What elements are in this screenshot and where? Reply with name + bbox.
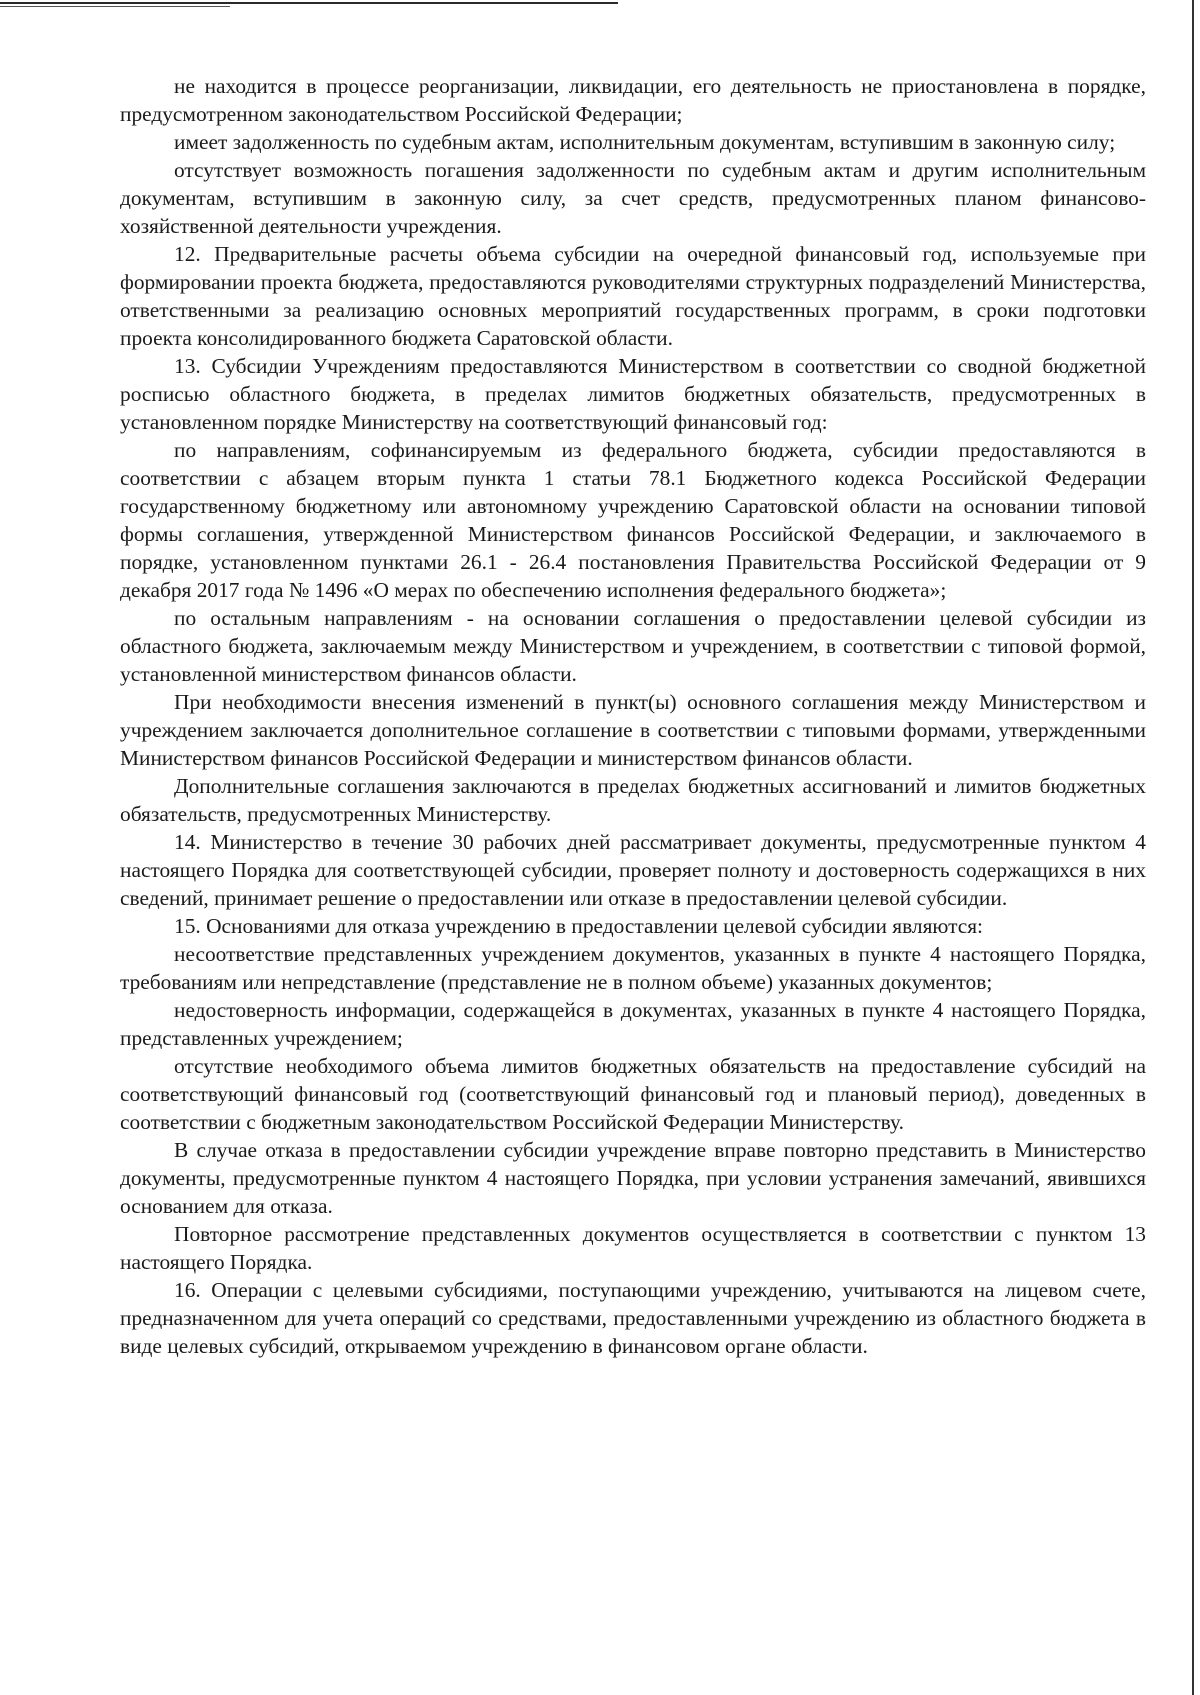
scan-right-edge — [1192, 0, 1194, 1695]
paragraph: имеет задолженность по судебным актам, исполнительным документам, вступившим в законную силу; — [174, 130, 1116, 154]
paragraph: 15. Основаниями для отказа учреждению в предоставлении целевой субсидии являются: — [174, 914, 983, 938]
paragraph: 14. Министерство в течение 30 рабочих дней рассматривает документы, предусмотренные пунктом 4 настоящего Порядка для соответствующей субсидии, проверяет полноту и достоверность содержащихся в них сведений, принимает решение о предоставлении или отказе в предоставлении целевой субсидии. — [120, 830, 1146, 910]
paragraph: отсутствие необходимого объема лимитов бюджетных обязательств на предоставление субсидий на соответствующий финансовый год (соответствующий финансовый год и плановый период), доведенных в соответствии с бюджетным законодательством Российской Федерации Министерству. — [120, 1054, 1146, 1134]
paragraph: Дополнительные соглашения заключаются в пределах бюджетных ассигнований и лимитов бюджетных обязательств, предусмотренных Министерству. — [120, 774, 1146, 826]
paragraph: При необходимости внесения изменений в пункт(ы) основного соглашения между Министерством и учреждением заключается дополнительное соглашение в соответствии с типовыми формами, утвержденными Министерством финансов Российской Федерации и министерством финансов области. — [120, 690, 1146, 770]
scan-top-border-secondary — [0, 6, 230, 7]
paragraph: отсутствует возможность погашения задолженности по судебным актам и другим исполнительным документам, вступившим в законную силу, за счет средств, предусмотренных планом финансово-хозяйственной деятельности учреждения. — [120, 158, 1146, 238]
paragraph: 16. Операции с целевыми субсидиями, поступающими учреждению, учитываются на лицевом счете, предназначенном для учета операций со средствами, предоставленными учреждению из областного бюджета в виде целевых субсидий, открываемом учреждению в финансовом органе области. — [120, 1278, 1146, 1358]
paragraph: по остальным направлениям - на основании соглашения о предоставлении целевой субсидии из областного бюджета, заключаемым между Министерством и учреждением, в соответствии с типовой формой, установленной министерством финансов области. — [120, 606, 1146, 686]
paragraph: 13. Субсидии Учреждениям предоставляются Министерством в соответствии со сводной бюджетной росписью областного бюджета, в пределах лимитов бюджетных обязательств, предусмотренных в установленном порядке Министерству на соответствующий финансовый год: — [120, 354, 1146, 434]
paragraph: не находится в процессе реорганизации, ликвидации, его деятельность не приостановлена в порядке, предусмотренном законодательством Российской Федерации; — [120, 74, 1146, 126]
document-page — [120, 72, 1146, 1360]
paragraph: Повторное рассмотрение представленных документов осуществляется в соответствии с пунктом 13 настоящего Порядка. — [120, 1222, 1146, 1274]
paragraph: В случае отказа в предоставлении субсидии учреждение вправе повторно представить в Министерство документы, предусмотренные пунктом 4 настоящего Порядка, при условии устранения замечаний, явившихся основанием для отказа. — [120, 1138, 1146, 1218]
paragraph: 12. Предварительные расчеты объема субсидии на очередной финансовый год, используемые при формировании проекта бюджета, предоставляются руководителями структурных подразделений Министерства, ответственными за реализацию основных мероприятий государственных программ, в сроки подготовки проекта консолидированного бюджета Саратовской области. — [120, 242, 1146, 350]
paragraph: по направлениям, софинансируемым из федерального бюджета, субсидии предоставляются в соответствии с абзацем вторым пункта 1 статьи 78.1 Бюджетного кодекса Российской Федерации государственному бюджетному или автономному учреждению Саратовской области на основании типовой формы соглашения, утвержденной Министерством финансов Российской Федерации, и заключаемого в порядке, установленном пунктами 26.1 - 26.4 постановления Правительства Российской Федерации от 9 декабря 2017 года № 1496 «О мерах по обеспечению исполнения федерального бюджета»; — [120, 438, 1146, 602]
paragraph: несоответствие представленных учреждением документов, указанных в пункте 4 настоящего Порядка, требованиям или непредставление (представление не в полном объеме) указанных документов; — [120, 942, 1146, 994]
scan-top-border — [0, 2, 618, 4]
paragraph: недостоверность информации, содержащейся в документах, указанных в пункте 4 настоящего Порядка, представленных учреждением; — [120, 998, 1146, 1050]
